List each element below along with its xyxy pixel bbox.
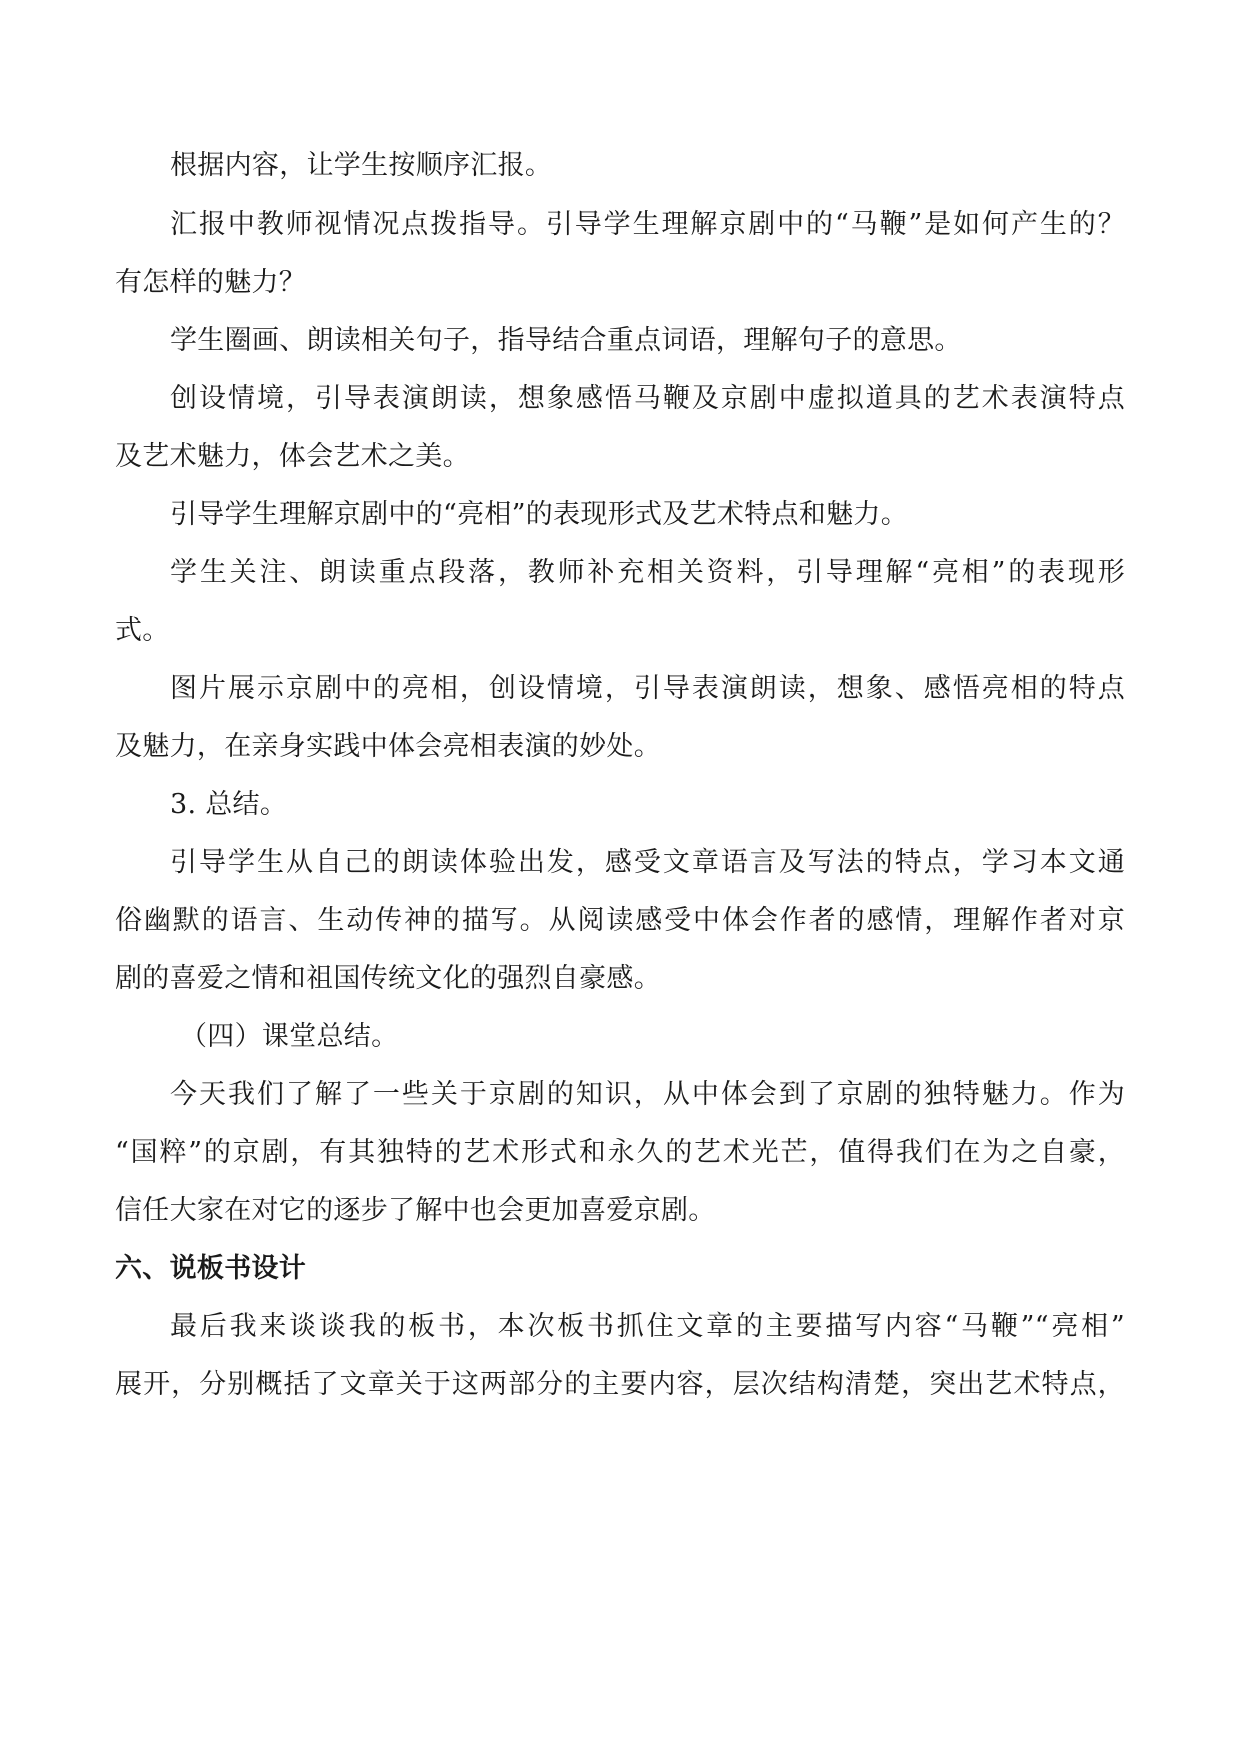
paragraph-line: 展开，分别概括了文章关于这两部分的主要内容，层次结构清楚，突出艺术特点，: [115, 1369, 1125, 1400]
paragraph-line: 创设情境，引导表演朗读，想象感悟马鞭及京剧中虚拟道具的艺术表演特点: [170, 383, 1125, 414]
paragraph-line: 学生圈画、朗读相关句子，指导结合重点词语，理解句子的意思。: [170, 325, 962, 356]
paragraph-line: 俗幽默的语言、生动传神的描写。从阅读感受中体会作者的感情，理解作者对京: [115, 905, 1125, 936]
paragraph-line: 今天我们了解了一些关于京剧的知识，从中体会到了京剧的独特魅力。作为: [170, 1079, 1125, 1110]
paragraph-line: 式。: [115, 615, 170, 646]
paragraph-line: “国粹”的京剧，有其独特的艺术形式和永久的艺术光芒，值得我们在为之自豪，: [115, 1137, 1125, 1168]
paragraph-line: 汇报中教师视情况点拨指导。引导学生理解京剧中的“马鞭”是如何产生的？: [170, 209, 1125, 240]
paragraph-line: 有怎样的魅力？: [115, 267, 307, 298]
paragraph-line: 剧的喜爱之情和祖国传统文化的强烈自豪感。: [115, 963, 661, 994]
section-subheading: 3. 总结。: [170, 789, 288, 820]
paragraph-line: 信任大家在对它的逐步了解中也会更加喜爱京剧。: [115, 1195, 716, 1226]
paragraph-line: 图片展示京剧中的亮相，创设情境，引导表演朗读，想象、感悟亮相的特点: [170, 673, 1125, 704]
paragraph-line: 引导学生理解京剧中的“亮相”的表现形式及艺术特点和魅力。: [170, 499, 909, 530]
paragraph-line: 学生关注、朗读重点段落，教师补充相关资料，引导理解“亮相”的表现形: [170, 557, 1125, 588]
paragraph-line: 最后我来谈谈我的板书，本次板书抓住文章的主要描写内容“马鞭”“亮相”: [170, 1311, 1125, 1342]
section-subheading: （四）课堂总结。: [180, 1021, 399, 1052]
paragraph-line: 根据内容，让学生按顺序汇报。: [170, 150, 553, 181]
paragraph-line: 及艺术魅力，体会艺术之美。: [115, 441, 470, 472]
paragraph-line: 引导学生从自己的朗读体验出发，感受文章语言及写法的特点，学习本文通: [170, 847, 1125, 878]
paragraph-line: 及魅力，在亲身实践中体会亮相表演的妙处。: [115, 731, 661, 762]
section-heading: 六、说板书设计: [115, 1253, 307, 1284]
